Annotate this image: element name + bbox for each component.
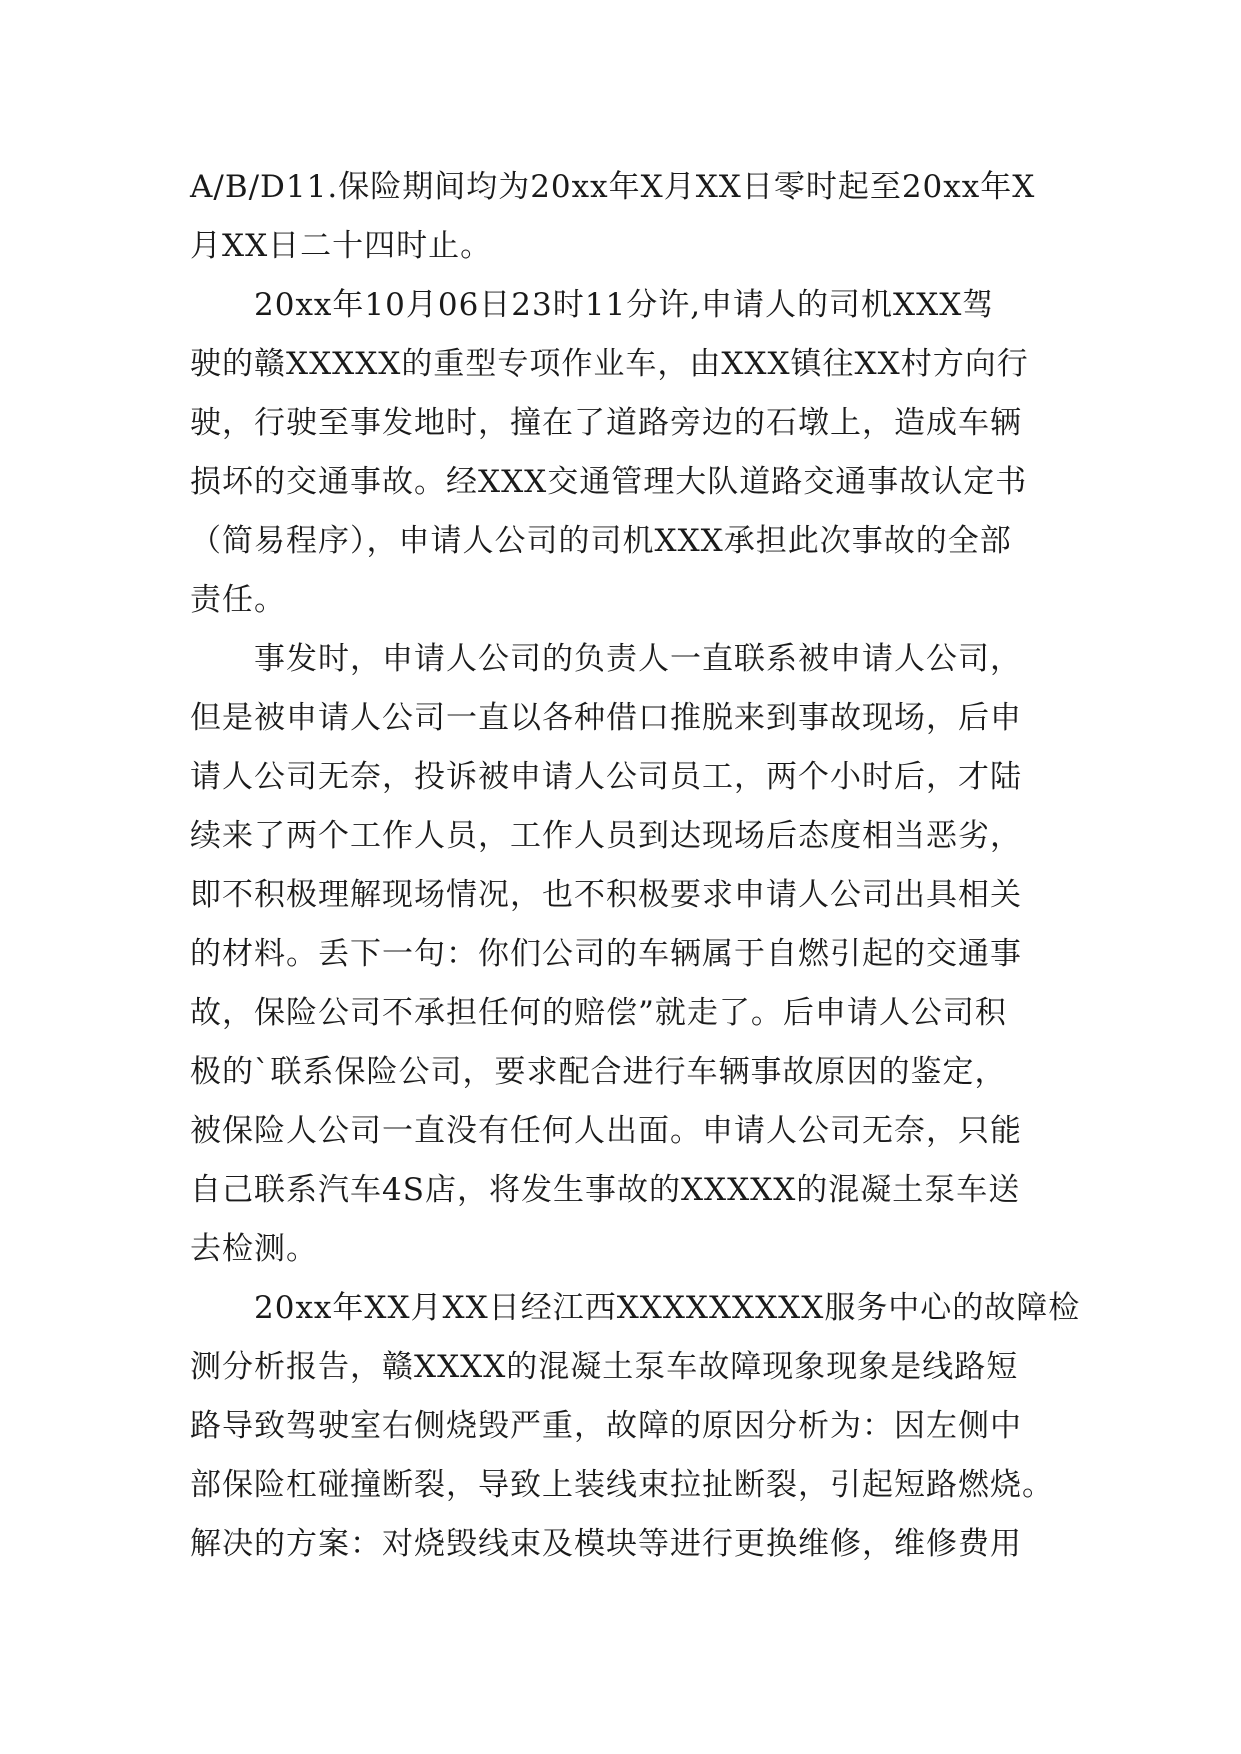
paragraph-accident-description bbox=[190, 276, 1050, 630]
text-line: 即不积极理解现场情况，也不积极要求申请人公司出具相关 bbox=[190, 877, 1022, 913]
text-line: 极的`联系保险公司，要求配合进行车辆事故原因的鉴定， bbox=[190, 1054, 1007, 1090]
text-line: 路导致驾驶室右侧烧毁严重，故障的原因分析为：因左侧中 bbox=[190, 1408, 1022, 1444]
text-line: 20xx年XX月XX日经江西XXXXXXXXX服务中心的故障检 bbox=[190, 1290, 1081, 1326]
text-line: 驶的赣XXXXX的重型专项作业车，由XXX镇往XX村方向行 bbox=[190, 346, 1029, 382]
text-line: 驶，行驶至事发地时，撞在了道路旁边的石墩上，造成车辆 bbox=[190, 405, 1022, 441]
text-line: 部保险杠碰撞断裂，导致上装线束拉扯断裂，引起短路燃烧。 bbox=[190, 1467, 1054, 1503]
text-line: 续来了两个工作人员，工作人员到达现场后态度相当恶劣， bbox=[190, 818, 1022, 854]
paragraph-fault-analysis bbox=[190, 1279, 1081, 1574]
paragraph-insurance-period bbox=[190, 158, 1050, 276]
document-body bbox=[190, 158, 1081, 1574]
text-line: 请人公司无奈，投诉被申请人公司员工，两个小时后，才陆 bbox=[190, 759, 1022, 795]
text-line: 月XX日二十四时止。 bbox=[190, 228, 493, 264]
text-line: （简易程序），申请人公司的司机XXX承担此次事故的全部 bbox=[190, 523, 1012, 559]
text-line: 解决的方案：对烧毁线束及模块等进行更换维修，维修费用 bbox=[190, 1526, 1022, 1562]
text-line: 测分析报告，赣XXXX的混凝土泵车故障现象现象是线路短 bbox=[190, 1349, 1019, 1385]
text-line: 被保险人公司一直没有任何人出面。申请人公司无奈，只能 bbox=[190, 1113, 1022, 1149]
text-line: 去检测。 bbox=[190, 1231, 318, 1267]
paragraph-insurer-response bbox=[190, 630, 1050, 1279]
text-line: 损坏的交通事故。经XXX交通管理大队道路交通事故认定书 bbox=[190, 464, 1028, 500]
text-line: 事发时，申请人公司的负责人一直联系被申请人公司， bbox=[190, 641, 1022, 677]
text-line: 但是被申请人公司一直以各种借口推脱来到事故现场，后申 bbox=[190, 700, 1022, 736]
text-line: 责任。 bbox=[190, 582, 286, 618]
text-line: 自己联系汽车4S店，将发生事故的XXXXX的混凝土泵车送 bbox=[190, 1172, 1021, 1208]
text-line: 20xx年10月06日23时11分许,申请人的司机XXX驾 bbox=[190, 287, 995, 323]
text-line: A/B/D11.保险期间均为20xx年X月XX日零时起至20xx年X bbox=[190, 169, 1036, 205]
text-line: 的材料。丢下一句：你们公司的车辆属于自燃引起的交通事 bbox=[190, 936, 1022, 972]
text-line: 故，保险公司不承担任何的赔偿”就走了。后申请人公司积 bbox=[190, 995, 1007, 1031]
